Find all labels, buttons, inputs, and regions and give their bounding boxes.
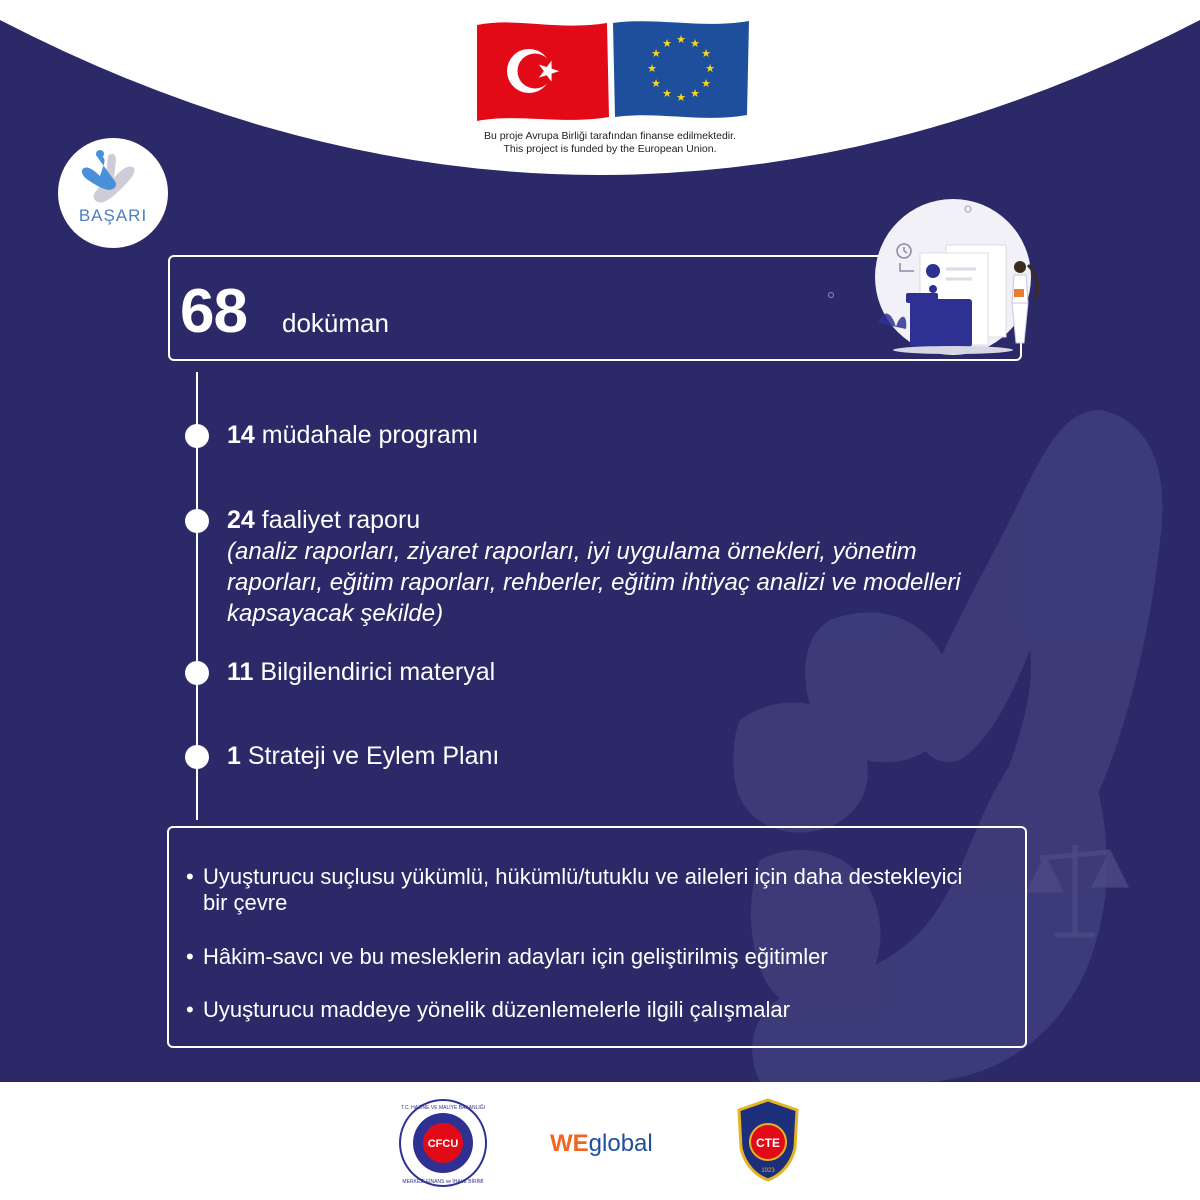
timeline-dot xyxy=(185,745,209,769)
item-label: müdahale programı xyxy=(261,421,479,449)
turkey-eu-flags-icon xyxy=(477,17,749,125)
timeline-dot xyxy=(185,509,209,533)
item-count: 14 xyxy=(227,421,255,449)
bullet-text: Uyuşturucu suçlusu yükümlü, hükümlü/tutuklu ve aileleri için daha destekleyici bir çevre xyxy=(203,864,963,915)
weglobal-rest: global xyxy=(588,1130,653,1157)
svg-text:★: ★ xyxy=(701,77,711,90)
weglobal-we: WE xyxy=(550,1130,589,1157)
item-detail: (analiz raporları, ziyaret raporları, iyi uygulama örnekleri, yönetim raporları, eğitim raporları, rehberler, eğitim ihtiyaç analizi ve modelleri kapsayacak şekilde) xyxy=(227,538,961,627)
outcome-bullet xyxy=(186,944,1006,970)
timeline-item xyxy=(227,505,1027,629)
item-count: 11 xyxy=(227,658,254,686)
svg-text:★: ★ xyxy=(662,37,672,50)
cfcu-center-text: CFCU xyxy=(427,1138,459,1150)
cfcu-logo-icon xyxy=(398,1098,488,1188)
svg-text:★: ★ xyxy=(676,33,686,46)
item-label: Strateji ve Eylem Planı xyxy=(247,742,500,770)
item-label: Bilgilendirici materyal xyxy=(260,658,496,686)
item-count: 24 xyxy=(227,506,255,534)
timeline-dot xyxy=(185,424,209,448)
svg-text:★: ★ xyxy=(705,62,715,75)
headline-number: 68 xyxy=(180,277,247,346)
bullet-dot: • xyxy=(186,944,194,969)
weglobal-logo xyxy=(550,1130,653,1158)
svg-text:★: ★ xyxy=(690,37,700,50)
eu-caption-en: This project is funded by the European Union. xyxy=(503,143,717,155)
svg-text:★: ★ xyxy=(690,87,700,100)
cfcu-top-text: T.C. HAZİNE VE MALİYE BAKANLIĞI xyxy=(400,1105,486,1111)
outcome-bullet xyxy=(186,997,1006,1023)
svg-text:★: ★ xyxy=(676,91,686,104)
timeline-item xyxy=(227,657,1027,688)
svg-text:★: ★ xyxy=(662,87,672,100)
bullet-dot: • xyxy=(186,997,194,1022)
cte-badge-icon xyxy=(735,1098,801,1182)
timeline-dot xyxy=(185,661,209,685)
logo-text: BAŞARI xyxy=(78,206,148,225)
timeline-item xyxy=(227,420,1027,451)
svg-text:★: ★ xyxy=(701,47,711,60)
bullet-text: Uyuşturucu maddeye yönelik düzenlemelerle ilgili çalışmalar xyxy=(203,997,790,1022)
svg-text:★: ★ xyxy=(651,77,661,90)
item-label: faaliyet raporu xyxy=(261,506,421,534)
bullet-text: Hâkim-savcı ve bu mesleklerin adayları için geliştirilmiş eğitimler xyxy=(203,944,828,969)
timeline-item xyxy=(227,741,1027,772)
bullet-dot: • xyxy=(186,864,194,889)
item-count: 1 xyxy=(227,742,241,770)
eu-funding-caption xyxy=(460,130,760,156)
svg-text:★: ★ xyxy=(647,62,657,75)
outcome-bullet xyxy=(186,864,1006,916)
eu-caption-tr: Bu proje Avrupa Birliği tarafından finanse edilmektedir. xyxy=(484,130,736,142)
document-illustration-icon xyxy=(828,195,1053,360)
hands-logo-icon xyxy=(78,148,148,206)
headline-unit: doküman xyxy=(282,308,389,338)
cfcu-bottom-text: MERKEZİ FİNANS ve İHALE BİRİMİ xyxy=(402,1179,484,1185)
svg-text:★: ★ xyxy=(651,47,661,60)
cte-year: 1923 xyxy=(761,1168,775,1174)
cte-text: CTE xyxy=(756,1136,780,1150)
